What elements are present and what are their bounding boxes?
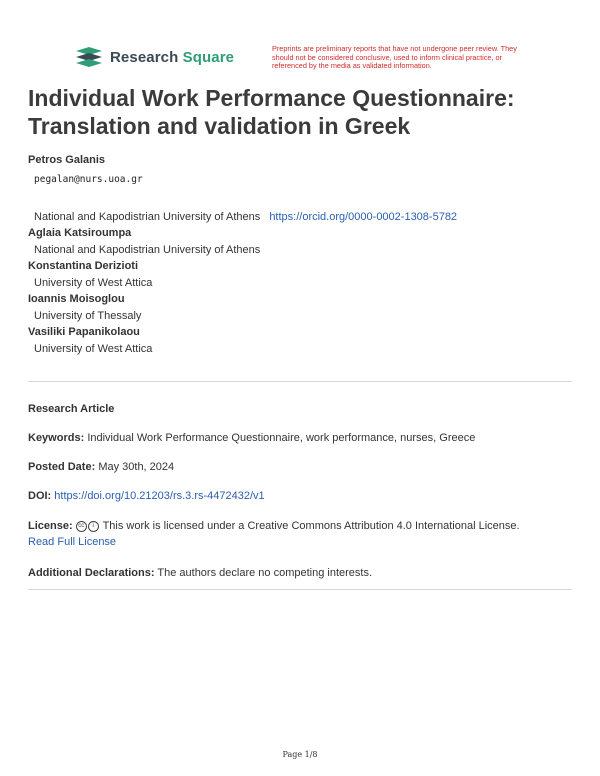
posted-date-value: May 30th, 2024: [98, 461, 175, 473]
doi: [28, 488, 573, 504]
doi-link[interactable]: https://doi.org/10.21203/rs.3.rs-4472432/v1: [54, 490, 265, 502]
author-name: Ioannis Moisoglou: [28, 293, 125, 305]
author-affiliation-row: [34, 208, 573, 226]
divider: [28, 381, 572, 382]
divider: [28, 589, 572, 590]
license-text: This work is licensed under a Creative Commons Attribution 4.0 International License.: [102, 520, 520, 532]
research-square-logo-icon: [74, 45, 104, 69]
author-affiliation: University of Thessaly: [34, 310, 142, 322]
brand-word-research: Research: [110, 48, 179, 66]
keywords-value: Individual Work Performance Questionnaire, work performance, nurses, Greece: [87, 432, 476, 444]
author-name: Vasiliki Papanikolaou: [28, 326, 140, 338]
article-type: Research Article: [28, 403, 115, 415]
orcid-link[interactable]: https://orcid.org/0000-0002-1308-5782: [269, 211, 458, 223]
author-affiliation: University of West Attica: [34, 277, 153, 289]
author-name: Petros Galanis: [28, 154, 106, 166]
author-affiliation: National and Kapodistrian University of Athens: [34, 211, 261, 223]
author-affiliation: National and Kapodistrian University of Athens: [34, 244, 261, 256]
author-name: Konstantina Derizioti: [28, 260, 139, 272]
additional-declarations: [28, 565, 573, 581]
posted-date: [28, 459, 573, 475]
page-number: Page 1/8: [282, 750, 318, 759]
brand-name: [110, 49, 234, 66]
research-square-logo[interactable]: [74, 45, 234, 69]
declarations-value: The authors declare no competing interests.: [157, 567, 373, 579]
keywords-label: Keywords:: [28, 432, 85, 444]
read-full-license-link[interactable]: Read Full License: [28, 536, 117, 548]
keywords: [28, 430, 573, 446]
brand-word-square: Square: [182, 48, 235, 66]
doi-label: DOI:: [28, 490, 52, 502]
author-email[interactable]: pegalan@nurs.uoa.gr: [34, 174, 143, 185]
license-label: License:: [28, 520, 73, 532]
author-affiliation: University of West Attica: [34, 343, 153, 355]
posted-date-label: Posted Date:: [28, 461, 96, 473]
cc-by-icon: i: [88, 521, 99, 532]
cc-icon: cc: [76, 521, 87, 532]
license: [28, 518, 573, 550]
author-list: [28, 153, 573, 358]
author-name: Aglaia Katsiroumpa: [28, 227, 132, 239]
declarations-label: Additional Declarations:: [28, 567, 155, 579]
paper-title: Individual Work Performance Questionnaire: Translation and validation in Greek: [28, 85, 515, 139]
header: [74, 45, 534, 75]
preprint-disclaimer: Preprints are preliminary reports that have not undergone peer review. They should not be considered conclusive, used to inform clinical practice, or referenced by the media as validated information.: [272, 44, 517, 71]
